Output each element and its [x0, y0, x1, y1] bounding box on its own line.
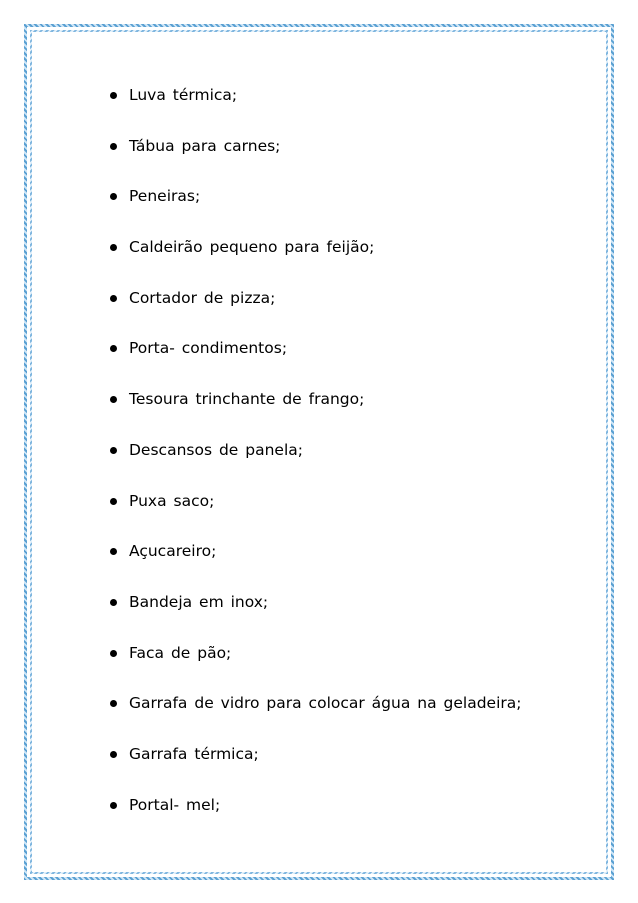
- list-item: [0, 783, 638, 834]
- list-item: [0, 73, 638, 124]
- list-item-text: Puxa saco;: [129, 491, 215, 510]
- list-item-text: Garrafa de vidro para colocar água na geladeira;: [129, 694, 522, 713]
- list-item-text: Peneiras;: [129, 187, 201, 206]
- bullet-icon: [110, 193, 117, 200]
- bullet-icon: [110, 295, 117, 302]
- list-item-text: Caldeirão pequeno para feijão;: [129, 238, 375, 257]
- bullet-icon: [110, 700, 117, 707]
- bullet-icon: [110, 396, 117, 403]
- list-item: [0, 732, 638, 783]
- list-item-text: Cortador de pizza;: [129, 288, 276, 307]
- list-item: [0, 631, 638, 682]
- list-item: [0, 479, 638, 530]
- list-item-text: Descansos de panela;: [129, 440, 303, 459]
- list-item: [0, 326, 638, 377]
- bullet-icon: [110, 751, 117, 758]
- bullet-icon: [110, 345, 117, 352]
- list-item: [0, 174, 638, 225]
- list-item: [0, 529, 638, 580]
- bullet-icon: [110, 143, 117, 150]
- list-item: [0, 124, 638, 175]
- list-item: [0, 377, 638, 428]
- list-item: [0, 681, 638, 732]
- list-item-text: Bandeja em inox;: [129, 592, 269, 611]
- bullet-icon: [110, 92, 117, 99]
- list-item-text: Faca de pão;: [129, 643, 232, 662]
- list-item-text: Tábua para carnes;: [129, 136, 281, 155]
- bullet-icon: [110, 599, 117, 606]
- list-item-text: Tesoura trinchante de frango;: [129, 390, 365, 409]
- list-item: [0, 276, 638, 327]
- bullet-icon: [110, 447, 117, 454]
- bullet-icon: [110, 244, 117, 251]
- list-item-text: Luva térmica;: [129, 86, 238, 104]
- list-item: [0, 580, 638, 631]
- bullet-icon: [110, 650, 117, 657]
- list-item: [0, 225, 638, 276]
- bullet-icon: [110, 802, 117, 809]
- list-item: [0, 428, 638, 479]
- list-item-text: Garrafa térmica;: [129, 744, 259, 763]
- list-item-text: Porta- condimentos;: [129, 339, 288, 358]
- bullet-icon: [110, 548, 117, 555]
- list-item-text: Açucareiro;: [129, 542, 217, 561]
- bullet-icon: [110, 498, 117, 505]
- list-item-text: Portal- mel;: [129, 795, 221, 814]
- bullet-list: [0, 73, 638, 833]
